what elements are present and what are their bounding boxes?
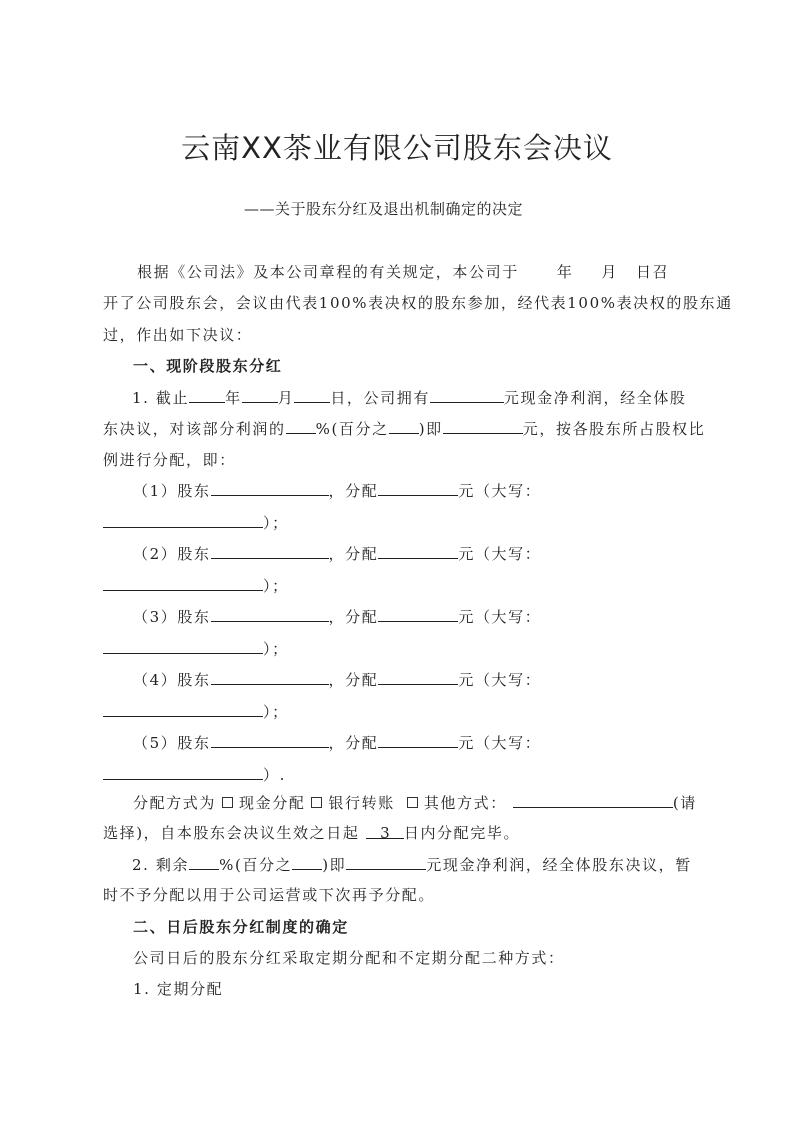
checkbox-bank-transfer[interactable] <box>311 797 322 808</box>
year-blank[interactable] <box>189 387 225 403</box>
allocate-label: ，分配 <box>328 608 379 626</box>
remaining-percent-words-blank[interactable] <box>292 854 322 870</box>
checkbox-cash[interactable] <box>222 797 233 808</box>
section1-heading: 一、现阶段股东分红 <box>133 357 283 375</box>
other-method-blank[interactable] <box>513 792 673 808</box>
uppercase-label: 元（大写： <box>458 608 542 626</box>
shareholder-row <box>133 543 541 564</box>
intro-line-2: 开了公司股东会，会议由代表100%表决权的股东参加，经代表100%表决权的股东通 <box>103 294 733 312</box>
day-blank[interactable] <box>294 387 330 403</box>
uppercase-amount-blank[interactable] <box>103 764 263 780</box>
shareholder-row <box>133 669 541 690</box>
section2-heading: 二、日后股东分红制度的确定 <box>133 918 349 936</box>
days-field[interactable]: 3 <box>366 823 404 839</box>
intro-line-3: 过，作出如下决议： <box>103 326 253 344</box>
item2-line-1: 2. 剩余 %(百分之 )即 元现金净利润，经全体股东决议，暂 <box>132 856 692 874</box>
row-end-punctuation: ）； <box>263 640 289 658</box>
shareholder-label: （4）股东 <box>133 671 211 689</box>
shareholder-row-continuation <box>103 701 289 722</box>
shareholder-name-blank[interactable] <box>211 732 329 748</box>
row-end-punctuation: ）； <box>263 577 289 595</box>
item1-line-3: 例进行分配，即： <box>103 451 236 469</box>
item2-line-2: 时不予分配以用于公司运营或下次再予分配。 <box>103 886 436 904</box>
shareholder-name-blank[interactable] <box>211 606 329 622</box>
shareholder-row-continuation <box>103 638 289 659</box>
percent-blank[interactable] <box>286 418 316 434</box>
shareholder-row <box>133 606 541 627</box>
percent-words-blank[interactable] <box>389 418 419 434</box>
allocate-label: ，分配 <box>328 545 379 563</box>
uppercase-amount-blank[interactable] <box>103 512 263 528</box>
remaining-percent-blank[interactable] <box>189 854 219 870</box>
row-end-punctuation: ）. <box>263 766 286 784</box>
uppercase-label: 元（大写： <box>458 671 542 689</box>
amount-blank[interactable] <box>443 418 523 434</box>
section2-item-1: 1. 定期分配 <box>133 980 224 998</box>
shareholder-label: （2）股东 <box>133 545 211 563</box>
shareholder-name-blank[interactable] <box>211 669 329 685</box>
shareholder-label: （5）股东 <box>133 734 211 752</box>
uppercase-amount-blank[interactable] <box>103 638 263 654</box>
allocation-amount-blank[interactable] <box>378 543 458 559</box>
profit-blank[interactable] <box>430 387 504 403</box>
uppercase-label: 元（大写： <box>458 545 542 563</box>
shareholder-label: （1）股东 <box>133 482 211 500</box>
month-blank[interactable] <box>242 387 278 403</box>
document-subtitle: ——关于股东分红及退出机制确定的决定 <box>244 200 524 218</box>
shareholder-row-continuation <box>103 575 289 596</box>
allocate-label: ，分配 <box>328 734 379 752</box>
intro-line-1: 根据《公司法》及本公司章程的有关规定，本公司于 年 月 日召 <box>137 263 670 281</box>
allocate-label: ，分配 <box>328 671 379 689</box>
allocation-amount-blank[interactable] <box>378 669 458 685</box>
shareholder-row-continuation <box>103 764 286 785</box>
shareholder-row <box>133 480 541 501</box>
remaining-amount-blank[interactable] <box>346 854 426 870</box>
shareholder-row <box>133 732 541 753</box>
item1-line-1: 1. 截止 年 月 日，公司拥有 元现金净利润，经全体股 <box>132 389 687 407</box>
uppercase-amount-blank[interactable] <box>103 701 263 717</box>
method-line-2: 选择)，自本股东会决议生效之日起 3 日内分配完毕。 <box>103 824 521 842</box>
allocate-label: ，分配 <box>328 482 379 500</box>
row-end-punctuation: ）； <box>263 514 289 532</box>
allocation-amount-blank[interactable] <box>378 480 458 496</box>
shareholder-name-blank[interactable] <box>211 480 329 496</box>
row-end-punctuation: ）； <box>263 703 289 721</box>
allocation-amount-blank[interactable] <box>378 732 458 748</box>
allocation-amount-blank[interactable] <box>378 606 458 622</box>
shareholder-name-blank[interactable] <box>211 543 329 559</box>
section2-paragraph: 公司日后的股东分红采取定期分配和不定期分配二种方式： <box>133 949 565 967</box>
uppercase-label: 元（大写： <box>458 734 542 752</box>
checkbox-other[interactable] <box>407 797 418 808</box>
item1-line-2: 东决议，对该部分利润的 %(百分之 )即 元，按各股东所占股权比 <box>103 420 706 438</box>
shareholder-row-continuation <box>103 512 289 533</box>
uppercase-label: 元（大写： <box>458 482 542 500</box>
document-title: 云南XX茶业有限公司股东会决议 <box>181 131 613 165</box>
shareholder-label: （3）股东 <box>133 608 211 626</box>
uppercase-amount-blank[interactable] <box>103 575 263 591</box>
method-line-1: 分配方式为 现金分配 银行转账 其他方式： (请 <box>133 794 697 812</box>
